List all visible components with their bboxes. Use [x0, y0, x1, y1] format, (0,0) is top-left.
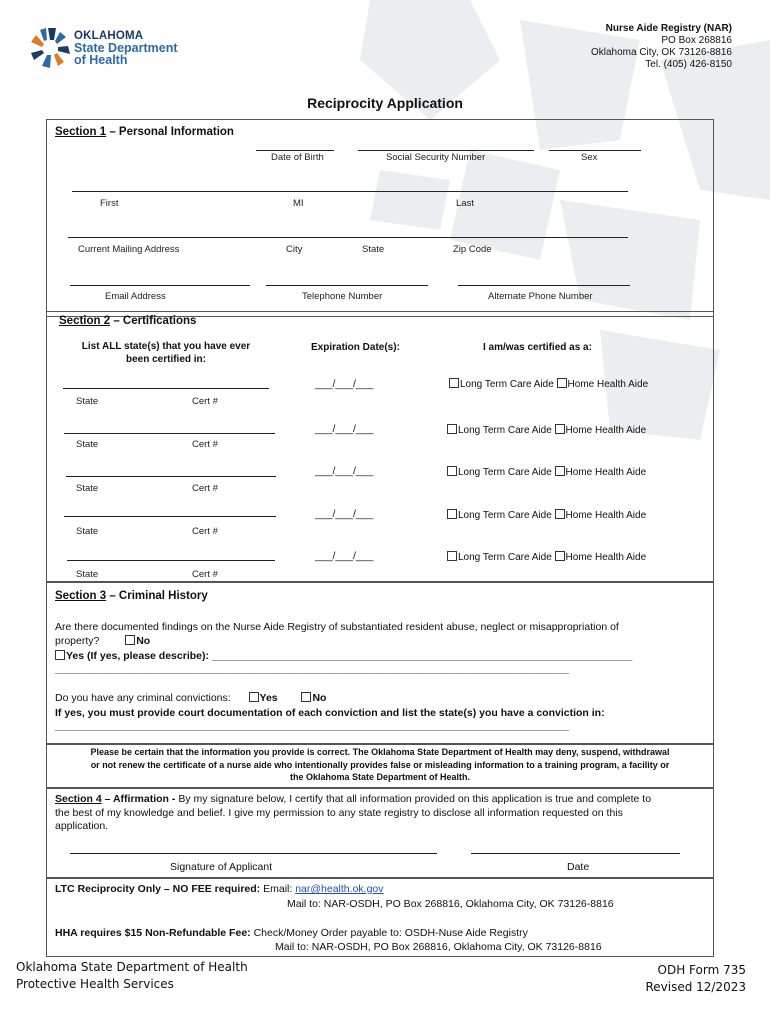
hha-checkbox[interactable]: [557, 378, 567, 388]
footer-org: Oklahoma State Department of Health: [16, 960, 248, 974]
date-line[interactable]: [471, 853, 680, 854]
zip-label: Zip Code: [453, 244, 492, 255]
state-cert-line[interactable]: [67, 560, 275, 561]
certified-as-column-header: I am/was certified as a:: [483, 342, 592, 353]
state-label: State: [76, 569, 99, 580]
hha-fee-line: HHA requires $15 Non-Refundable Fee: Check/Money Order payable to: OSDH-Nuse Aide Registry: [55, 927, 528, 939]
dob-label: Date of Birth: [271, 152, 324, 163]
phone-label: Telephone Number: [302, 291, 383, 302]
hha-checkbox[interactable]: [555, 551, 565, 561]
last-name-label: Last: [456, 198, 474, 209]
ltc-checkbox[interactable]: [449, 378, 459, 388]
signature-line[interactable]: [70, 853, 437, 854]
email-line[interactable]: [70, 285, 250, 286]
ssn-line[interactable]: [358, 150, 534, 151]
cert-type-options: Long Term Care Aide Home Health Aide: [449, 378, 648, 390]
ssn-label: Social Security Number: [386, 152, 486, 163]
registry-name: Nurse Aide Registry (NAR): [605, 23, 732, 34]
address-label: Current Mailing Address: [78, 244, 180, 255]
convictions-question: Do you have any criminal convictions: Yes No: [55, 692, 327, 704]
convictions-instructions: If yes, you must provide court documentation of each conviction and list the state(s) you have a conviction in:: [55, 707, 605, 719]
registry-po-box: PO Box 268816: [661, 35, 732, 46]
state-label: State: [76, 526, 99, 537]
footer-right: [645, 962, 746, 996]
section-3-heading: Section 3 – Criminal History: [55, 590, 208, 602]
cert-type-options: Long Term Care Aide Home Health Aide: [447, 466, 646, 478]
state-label: State: [76, 439, 99, 450]
registry-address: [591, 23, 732, 71]
section-2-heading: Section 2 – Certifications: [59, 315, 197, 327]
alt-phone-label: Alternate Phone Number: [488, 291, 593, 302]
cert-type-options: Long Term Care Aide Home Health Aide: [447, 424, 646, 436]
registry-phone: Tel. (405) 426-8150: [645, 59, 732, 70]
ltc-checkbox[interactable]: [447, 509, 457, 519]
name-line[interactable]: [72, 191, 628, 192]
expiration-date-field[interactable]: ___/___/___: [315, 423, 374, 435]
expiration-date-field[interactable]: ___/___/___: [315, 465, 374, 477]
accuracy-notice: Please be certain that the information you provide is correct. The Oklahoma State Department of Health may deny, suspend, withdrawal or not renew the certificate of a nurse aide who intentionally provides false or misleading information to a training program, a facility or the Oklahoma State Department of Health.: [90, 747, 670, 782]
convictions-line[interactable]: ________________________________________________________________________________________: [55, 720, 569, 732]
phone-line[interactable]: [266, 285, 428, 286]
findings-question: Are there documented findings on the Nurse Aide Registry of substantiated resident abuse, neglect or misappropriation of: [55, 621, 619, 633]
email-label: Email Address: [105, 291, 166, 302]
state-label: State: [76, 396, 99, 407]
findings-question-cont: property? No: [55, 635, 151, 647]
registry-city: Oklahoma City, OK 73126-8816: [590, 47, 732, 58]
cert-number-label: Cert #: [192, 569, 218, 580]
cert-number-label: Cert #: [192, 396, 218, 407]
ltc-checkbox[interactable]: [447, 466, 457, 476]
expiration-date-field[interactable]: ___/___/___: [315, 550, 374, 562]
state-cert-line[interactable]: [64, 433, 275, 434]
sex-label: Sex: [581, 152, 598, 163]
findings-yes-describe: Yes (If yes, please describe): ________________________________________________________________________: [55, 650, 632, 662]
state-label: State: [362, 244, 385, 255]
footer-left: [16, 959, 248, 993]
osdh-logo: [26, 24, 76, 74]
state-cert-line[interactable]: [63, 388, 269, 389]
section-1-heading: Section 1 – Personal Information: [55, 126, 234, 138]
cert-type-options: Long Term Care Aide Home Health Aide: [447, 551, 646, 563]
findings-no-checkbox[interactable]: [125, 635, 135, 645]
logo-wordmark: [74, 30, 178, 66]
ltc-checkbox[interactable]: [447, 551, 457, 561]
dob-line[interactable]: [256, 150, 334, 151]
convictions-yes-checkbox[interactable]: [249, 692, 259, 702]
expiration-column-header: Expiration Date(s):: [311, 342, 400, 353]
affirmation-text: Section 4 – Affirmation - By my signature below, I certify that all information provided on this application is true and complete to the best of my knowledge and belief. I give my permission to any state registry to disclose all information requested on this application.: [55, 793, 652, 832]
state-cert-line[interactable]: [64, 516, 276, 517]
findings-describe-line[interactable]: ________________________________________________________________________________________: [55, 663, 569, 675]
states-column-header: List ALL state(s) that you have ever been certified in:: [81, 341, 251, 365]
hha-checkbox[interactable]: [555, 466, 565, 476]
expiration-date-field[interactable]: ___/___/___: [315, 508, 374, 520]
email-link[interactable]: nar@health.ok.gov: [295, 883, 384, 895]
cert-number-label: Cert #: [192, 526, 218, 537]
hha-mail-to: Mail to: NAR-OSDH, PO Box 268816, Oklahoma City, OK 73126-8816: [275, 941, 602, 953]
cert-type-options: Long Term Care Aide Home Health Aide: [447, 509, 646, 521]
alt-phone-line[interactable]: [458, 285, 630, 286]
state-label: State: [76, 483, 99, 494]
findings-yes-checkbox[interactable]: [55, 650, 65, 660]
form-number: ODH Form 735: [657, 963, 746, 977]
footer-division: Protective Health Services: [16, 977, 174, 991]
cert-number-label: Cert #: [192, 439, 218, 450]
form-revision: Revised 12/2023: [645, 980, 746, 994]
section-1-box: [46, 119, 714, 317]
city-label: City: [286, 244, 303, 255]
hha-checkbox[interactable]: [555, 424, 565, 434]
ltc-fee-line: LTC Reciprocity Only – NO FEE required: Email: nar@health.ok.gov: [55, 883, 384, 895]
ltc-checkbox[interactable]: [447, 424, 457, 434]
ltc-mail-to: Mail to: NAR-OSDH, PO Box 268816, Oklahoma City, OK 73126-8816: [287, 898, 614, 910]
logo-line-1: OKLAHOMA: [74, 30, 144, 42]
first-name-label: First: [100, 198, 119, 209]
signature-label: Signature of Applicant: [170, 861, 273, 873]
date-label: Date: [567, 861, 590, 873]
logo-line-2: State Department: [74, 41, 178, 55]
expiration-date-field[interactable]: ___/___/___: [315, 378, 374, 390]
mi-label: MI: [293, 198, 304, 209]
convictions-no-checkbox[interactable]: [301, 692, 311, 702]
sex-line[interactable]: [549, 150, 641, 151]
address-line[interactable]: [68, 237, 628, 238]
logo-line-3: of Health: [74, 53, 128, 67]
state-cert-line[interactable]: [66, 476, 276, 477]
hha-checkbox[interactable]: [555, 509, 565, 519]
page-title: Reciprocity Application: [307, 95, 463, 111]
cert-number-label: Cert #: [192, 483, 218, 494]
